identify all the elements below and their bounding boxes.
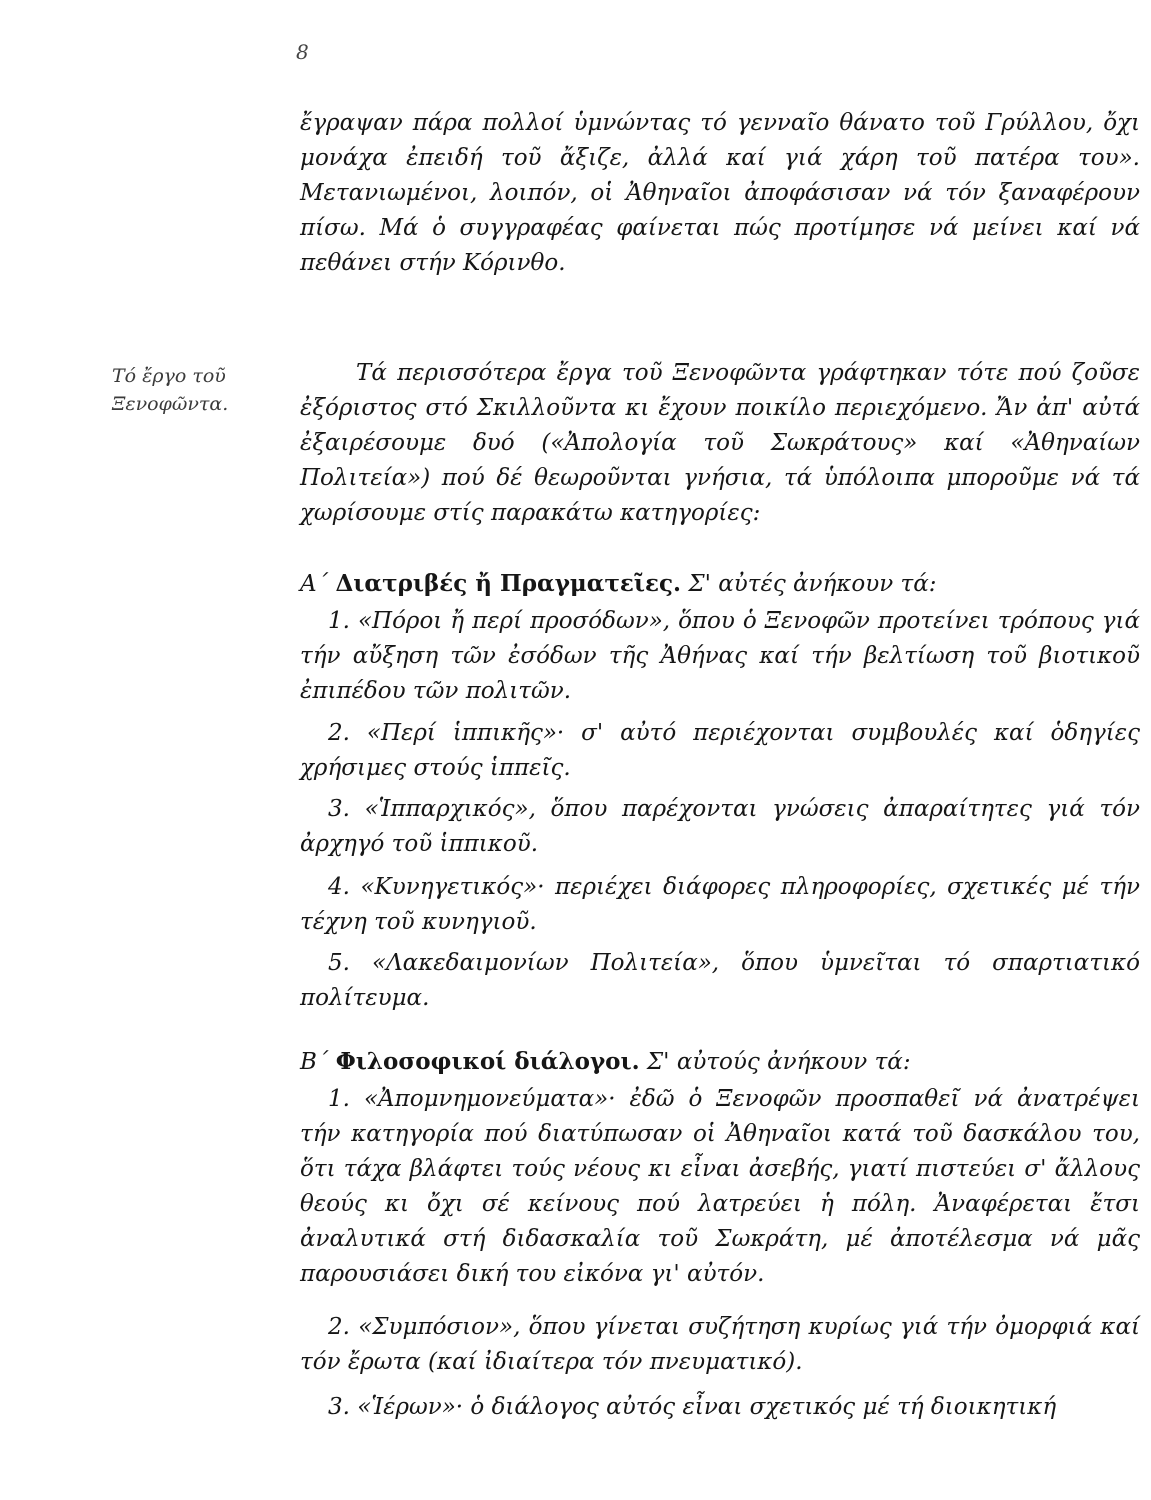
- section-a-letter: Α΄: [300, 571, 329, 597]
- section-b-heading: [300, 1044, 1140, 1080]
- item-text: «Πόροι ἤ περί προσόδων», ὅπου ὁ Ξενοφῶν προτείνει τρόπους γιά τήν αὔξηση τῶν ἐσόδων τῆς Ἀθήνας καί τήν βελτίωση τοῦ βιοτικοῦ ἐπιπέδου τῶν πολιτῶν.: [300, 608, 1141, 704]
- margin-note-line1: Τό ἔργο τοῦ: [112, 365, 226, 387]
- intro-paragraph: ἔγραψαν πάρα πολλοί ὑμνώντας τό γενναῖο θάνατο τοῦ Γρύλλου, ὄχι μονάχα ἐπειδή τοῦ ἄξιζε, ἀλλά καί γιά χάρη τοῦ πατέρα του». Μετανιωμένοι, λοιπόν, οἱ Ἀθηναῖοι ἀποφάσισαν νά τόν ξαναφέρουν πίσω. Μά ὁ συγγραφέας φαίνεται πώς προτίμησε νά μείνει καί νά πεθάνει στήν Κόρινθο.: [300, 110, 1140, 276]
- item-text: «Κυνηγετικός»· περιέχει διάφορες πληροφορίες, σχετικές μέ τήν τέχνη τοῦ κυνηγιοῦ.: [300, 874, 1141, 935]
- section-a-item: [300, 716, 1140, 786]
- section-b-item: [300, 1310, 1140, 1380]
- section-b-title: Φιλοσοφικοί διάλογοι.: [335, 1048, 640, 1075]
- works-paragraph: Τά περισσότερα ἔργα τοῦ Ξενοφῶντα γράφτηκαν τότε πού ζοῦσε ἐξόριστος στό Σκιλλοῦντα κι ἔχουν ποικίλο περιεχόμενο. Ἄν ἀπ' αὐτά ἐξαιρέσουμε δυό («Ἀπολογία τοῦ Σωκράτους» καί «Ἀθηναίων Πολιτεία») πού δέ θεωροῦνται γνήσια, τά ὑπόλοιπα μποροῦμε νά τά χωρίσουμε στίς παρακάτω κατηγορίες:: [300, 360, 1140, 526]
- item-number: 1.: [328, 608, 350, 634]
- section-a-item: [300, 604, 1140, 709]
- item-text: «Συμπόσιον», ὅπου γίνεται συζήτηση κυρίως γιά τήν ὀμορφιά καί τόν ἔρωτα (καί ἰδιαίτερα τόν πνευματικό).: [300, 1314, 1140, 1375]
- section-a-title: Διατριβές ἤ Πραγματεῖες.: [335, 570, 682, 597]
- item-text: «Ἱππαρχικός», ὅπου παρέχονται γνώσεις ἀπαραίτητες γιά τόν ἀρχηγό τοῦ ἱππικοῦ.: [300, 796, 1140, 857]
- item-number: 2.: [328, 720, 350, 746]
- item-number: 1.: [328, 1086, 350, 1112]
- section-b-item: [300, 1390, 1140, 1425]
- section-b-intro: Σ' αὐτούς ἀνήκουν τά:: [646, 1049, 911, 1075]
- section-a-item: [300, 870, 1140, 940]
- margin-note: [112, 362, 272, 418]
- item-number: 5.: [328, 950, 350, 976]
- page-number: 8: [296, 40, 309, 64]
- item-number: 3.: [328, 796, 350, 822]
- item-text: «Περί ἱππικῆς»· σ' αὐτό περιέχονται συμβουλές καί ὁδηγίες χρήσιμες στούς ἱππεῖς.: [300, 720, 1140, 781]
- section-a-item: [300, 792, 1140, 862]
- section-b-item: [300, 1082, 1140, 1292]
- section-a-intro: Σ' αὐτές ἀνήκουν τά:: [688, 571, 937, 597]
- item-text: «Ἱέρων»· ὁ διάλογος αὐτός εἶναι σχετικός μέ τή διοικητική: [357, 1394, 1057, 1420]
- margin-note-line2: Ξενοφῶντα.: [112, 393, 229, 415]
- section-a-item: [300, 946, 1140, 1016]
- section-a-heading: [300, 566, 1140, 602]
- item-text: «Ἀπομνημονεύματα»· ἐδῶ ὁ Ξενοφῶν προσπαθεῖ νά ἀνατρέψει τήν κατηγορία πού διατύπωσαν οἱ Ἀθηναῖοι κατά τοῦ δασκάλου του, ὅτι τάχα βλάφτει τούς νέους κι εἶναι ἀσεβής, γιατί πιστεύει σ' ἄλλους θεούς κι ὄχι σέ κείνους πού λατρεύει ἡ πόλη. Ἀναφέρεται ἔτσι ἀναλυτικά στή διδασκαλία τοῦ Σωκράτη, μέ ἀποτέλεσμα νά μᾶς παρουσιάσει δική του εἰκόνα γι' αὐτόν.: [300, 1086, 1141, 1287]
- section-b-letter: Β΄: [300, 1049, 329, 1075]
- item-number: 2.: [328, 1314, 350, 1340]
- item-number: 3.: [328, 1394, 350, 1420]
- item-number: 4.: [328, 874, 350, 900]
- item-text: «Λακεδαιμονίων Πολιτεία», ὅπου ὑμνεῖται τό σπαρτιατικό πολίτευμα.: [300, 950, 1140, 1011]
